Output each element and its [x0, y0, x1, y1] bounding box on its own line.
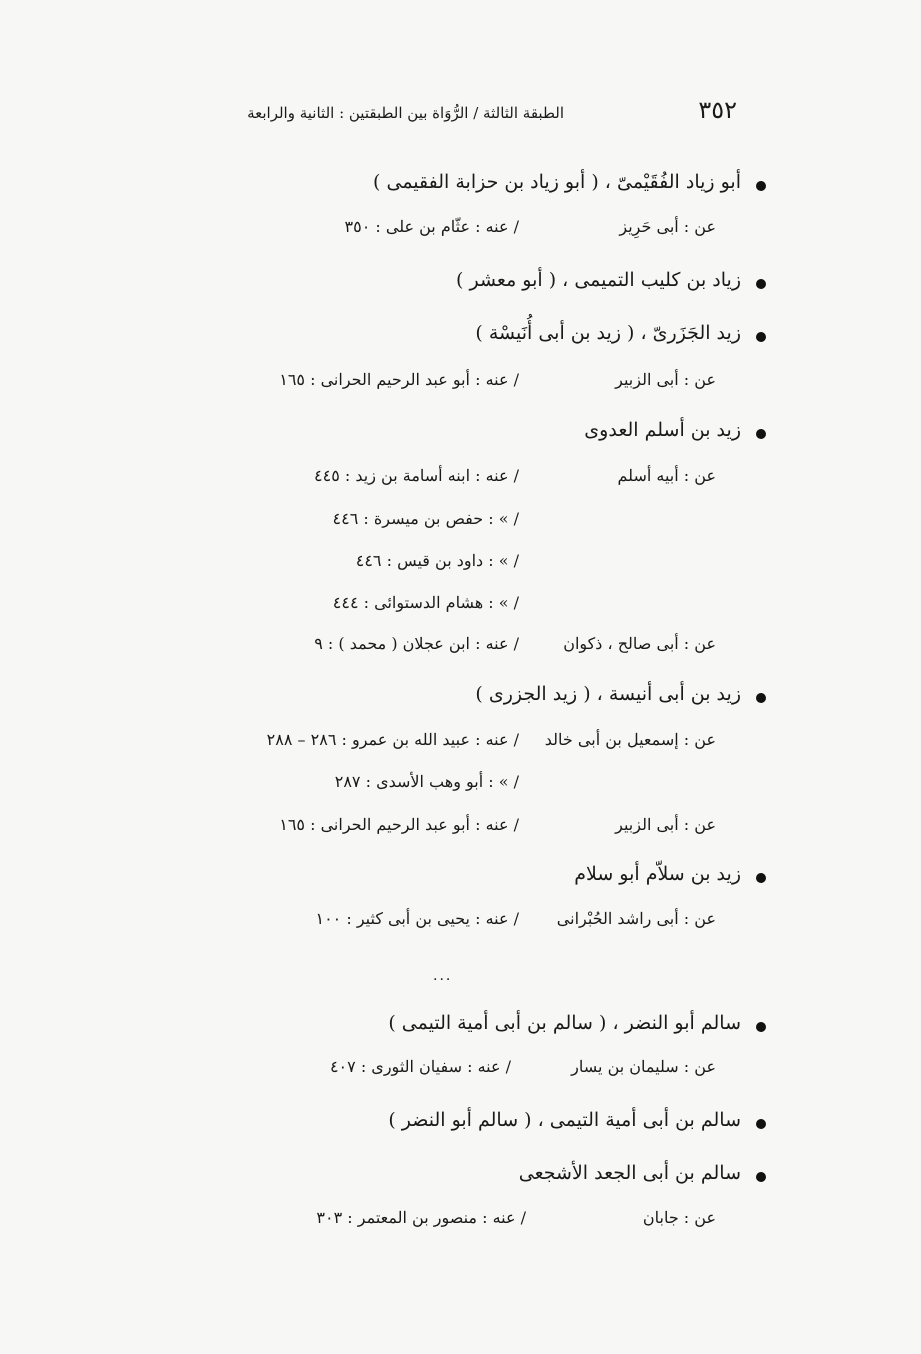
narrator-label: / » : هشام الدستوائى : ٤٤٤: [332, 593, 519, 612]
entry-name: زيد الجَزَرىّ ، ( زيد بن أبى أُنَيسْة ): [475, 322, 741, 344]
section-separator: ...: [433, 968, 453, 984]
entry-name: زيد بن أسلم العدوى: [584, 419, 741, 441]
source-label: عن : إسمعيل بن أبى خالد: [544, 730, 716, 749]
narrator-label: / عنه : أبو عبد الرحيم الحرانى : ١٦٥: [279, 370, 519, 389]
entry-bullet: [756, 181, 766, 191]
source-label: عن : أبى الزبير: [615, 815, 716, 834]
source-label: عن : أبى صالح ، ذكوان: [563, 634, 716, 653]
source-label: عن : جابان: [642, 1208, 716, 1227]
entry-name: زيد بن سلاّم أبو سلام: [574, 863, 741, 885]
entry-bullet: [756, 429, 766, 439]
entry-bullet: [756, 332, 766, 342]
narrator-label: / عنه : أبو عبد الرحيم الحرانى : ١٦٥: [279, 815, 519, 834]
narrator-label: / » : حفص بن ميسرة : ٤٤٦: [332, 509, 519, 528]
source-label: عن : أبى حَرِيز: [619, 217, 716, 236]
entry-name: زياد بن كليب التميمى ، ( أبو معشر ): [456, 269, 741, 291]
narrator-label: / عنه : سفيان الثورى : ٤٠٧: [329, 1057, 511, 1076]
narrator-label: / عنه : منصور بن المعتمر : ٣٠٣: [316, 1208, 526, 1227]
entry-name: سالم بن أبى الجعد الأشجعى: [518, 1162, 741, 1184]
source-label: عن : سليمان بن يسار: [571, 1057, 716, 1076]
entry-bullet: [756, 1119, 766, 1129]
entry-bullet: [756, 873, 766, 883]
entry-bullet: [756, 1172, 766, 1182]
narrator-label: / عنه : يحيى بن أبى كثير : ١٠٠: [315, 909, 519, 928]
page-number: ٣٥٢: [698, 96, 737, 124]
source-label: عن : أبى راشد الحُبْرانى: [556, 909, 716, 928]
entry-name: أبو زياد الفُقَيْمىّ ، ( أبو زياد بن حزابة الفقيمى ): [373, 171, 741, 193]
narrator-label: / » : داود بن قيس : ٤٤٦: [355, 551, 519, 570]
entry-bullet: [756, 279, 766, 289]
entry-bullet: [756, 1022, 766, 1032]
source-label: عن : أبى الزبير: [615, 370, 716, 389]
entry-name: سالم بن أبى أمية التيمى ، ( سالم أبو النضر ): [388, 1109, 741, 1131]
narrator-label: / عنه : عبيد الله بن عمرو : ٢٨٦ – ٢٨٨: [266, 730, 519, 749]
running-header: الطبقة الثالثة / الرُّوَاة بين الطبقتين : الثانية والرابعة: [247, 104, 564, 122]
entry-name: سالم أبو النضر ، ( سالم بن أبى أمية التيمى ): [388, 1012, 741, 1034]
narrator-label: / عنه : ابنه أسامة بن زيد : ٤٤٥: [314, 466, 519, 485]
entry-name: زيد بن أبى أنيسة ، ( زيد الجزرى ): [475, 683, 741, 705]
narrator-label: / » : أبو وهب الأسدى : ٢٨٧: [334, 772, 519, 791]
entry-bullet: [756, 693, 766, 703]
narrator-label: / عنه : عثّام بن على : ٣٥٠: [344, 217, 519, 236]
source-label: عن : أبيه أسلم: [617, 466, 716, 485]
narrator-label: / عنه : ابن عجلان ( محمد ) : ٩: [314, 634, 519, 653]
